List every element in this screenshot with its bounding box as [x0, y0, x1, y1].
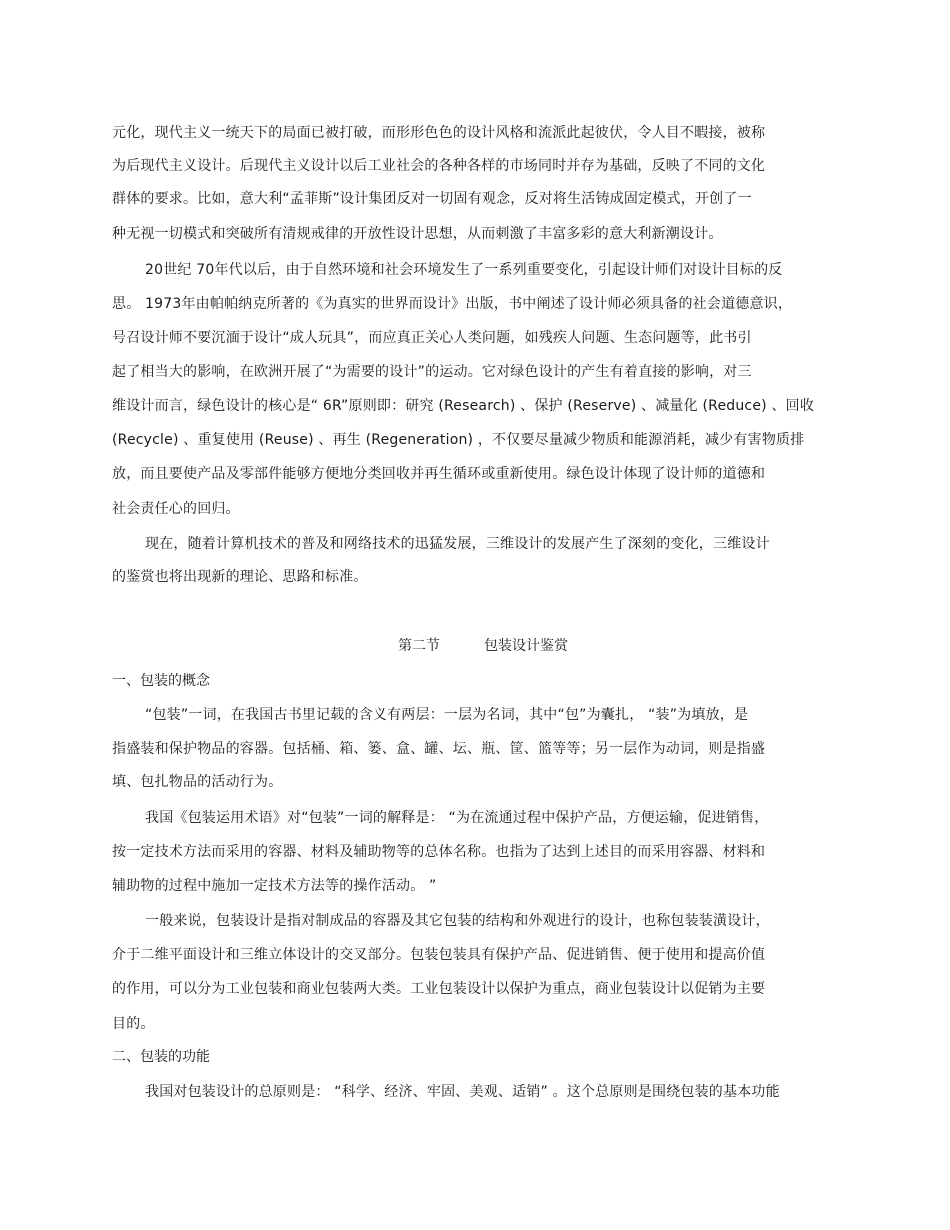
text-line: 按一定技术方法而采用的容器、材料及辅助物等的总体名称。也指为了达到上述目的而采用容器、材料和: [112, 844, 766, 860]
section-number: 第二节: [398, 638, 440, 654]
text-line: 20世纪 70年代以后，由于自然环境和社会环境发生了一系列重要变化，引起设计师们对设计目标的反: [145, 262, 783, 278]
subheading: 二、包装的功能: [112, 1049, 210, 1065]
text-line: 目的。: [112, 1016, 155, 1032]
text-line: 社会责任心的回归。: [112, 501, 240, 517]
text-line: 现在，随着计算机技术的普及和网络技术的迅猛发展，三维设计的发展产生了深刻的变化，三维设计: [145, 536, 770, 552]
section-name: 包装设计鉴赏: [484, 638, 568, 654]
text-line: 种无视一切模式和突破所有清规戒律的开放性设计思想，从而刺激了丰富多彩的意大利新潮设计。: [112, 226, 723, 242]
text-line: 填、包扎物品的活动行为。: [112, 774, 283, 790]
text-line: (Recycle) 、重复使用 (Reuse) 、再生 (Regeneration) ，不仅要尽量减少物质和能源消耗，减少有害物质排: [112, 432, 805, 448]
text-line: “包装”一词，在我国古书里记载的含义有两层：一层为名词，其中“包”为囊扎， “装”为填放，是: [145, 707, 749, 723]
text-line: 思。 1973年由帕帕纳克所著的《为真实的世界而设计》出版，书中阐述了设计师必须具备的社会道德意识，: [112, 296, 793, 312]
text-line: 的鉴赏也将出现新的理论、思路和标准。: [112, 569, 368, 585]
text-line: 起了相当大的影响，在欧洲开展了“为需要的设计”的运动。它对绿色设计的产生有着直接的影响，对三: [112, 364, 752, 380]
text-line: 的作用，可以分为工业包装和商业包装两大类。工业包装设计以保护为重点，商业包装设计以促销为主要: [112, 981, 766, 997]
text-line: 辅助物的过程中施加一定技术方法等的操作活动。 ”: [112, 878, 437, 894]
text-line: 介于二维平面设计和三维立体设计的交叉部分。包装包装具有保护产品、促进销售、便于使用和提高价值: [112, 947, 766, 963]
section-title: [398, 636, 568, 656]
text-line: 群体的要求。比如，意大利“孟菲斯”设计集团反对一切固有观念，反对将生活铸成固定模式，开创了一: [112, 191, 752, 207]
text-line: 我国《包装运用术语》对“包装”一词的解释是： “为在流通过程中保护产品，方便运输，促进销售，: [145, 810, 769, 826]
text-line: 维设计而言，绿色设计的核心是“ 6R”原则即：研究 (Research) 、保护 (Reserve) 、减量化 (Reduce) 、回收: [112, 398, 815, 414]
text-line: 号召设计师不要沉湎于设计“成人玩具”，而应真正关心人类问题，如残疾人问题、生态问题等，此书引: [112, 330, 752, 346]
text-line: 一般来说，包装设计是指对制成品的容器及其它包装的结构和外观进行的设计，也称包装装潢设计，: [145, 913, 770, 929]
text-line: 放，而且要使产品及零部件能够方便地分类回收并再生循环或重新使用。绿色设计体现了设计师的道德和: [112, 466, 766, 482]
text-line: 我国对包装设计的总原则是： “科学、经济、牢固、美观、适销” 。这个总原则是围绕包装的基本功能: [145, 1084, 780, 1100]
subheading: 一、包装的概念: [112, 673, 210, 689]
text-line: 为后现代主义设计。后现代主义设计以后工业社会的各种各样的市场同时并存为基础，反映了不同的文化: [112, 158, 766, 174]
text-line: 元化，现代主义一统天下的局面已被打破，而形形色色的设计风格和流派此起彼伏，令人目不暇接，被称: [112, 125, 766, 141]
text-line: 指盛装和保护物品的容器。包括桶、箱、篓、盒、罐、坛、瓶、筐、篮等等；另一层作为动词，则是指盛: [112, 741, 766, 757]
